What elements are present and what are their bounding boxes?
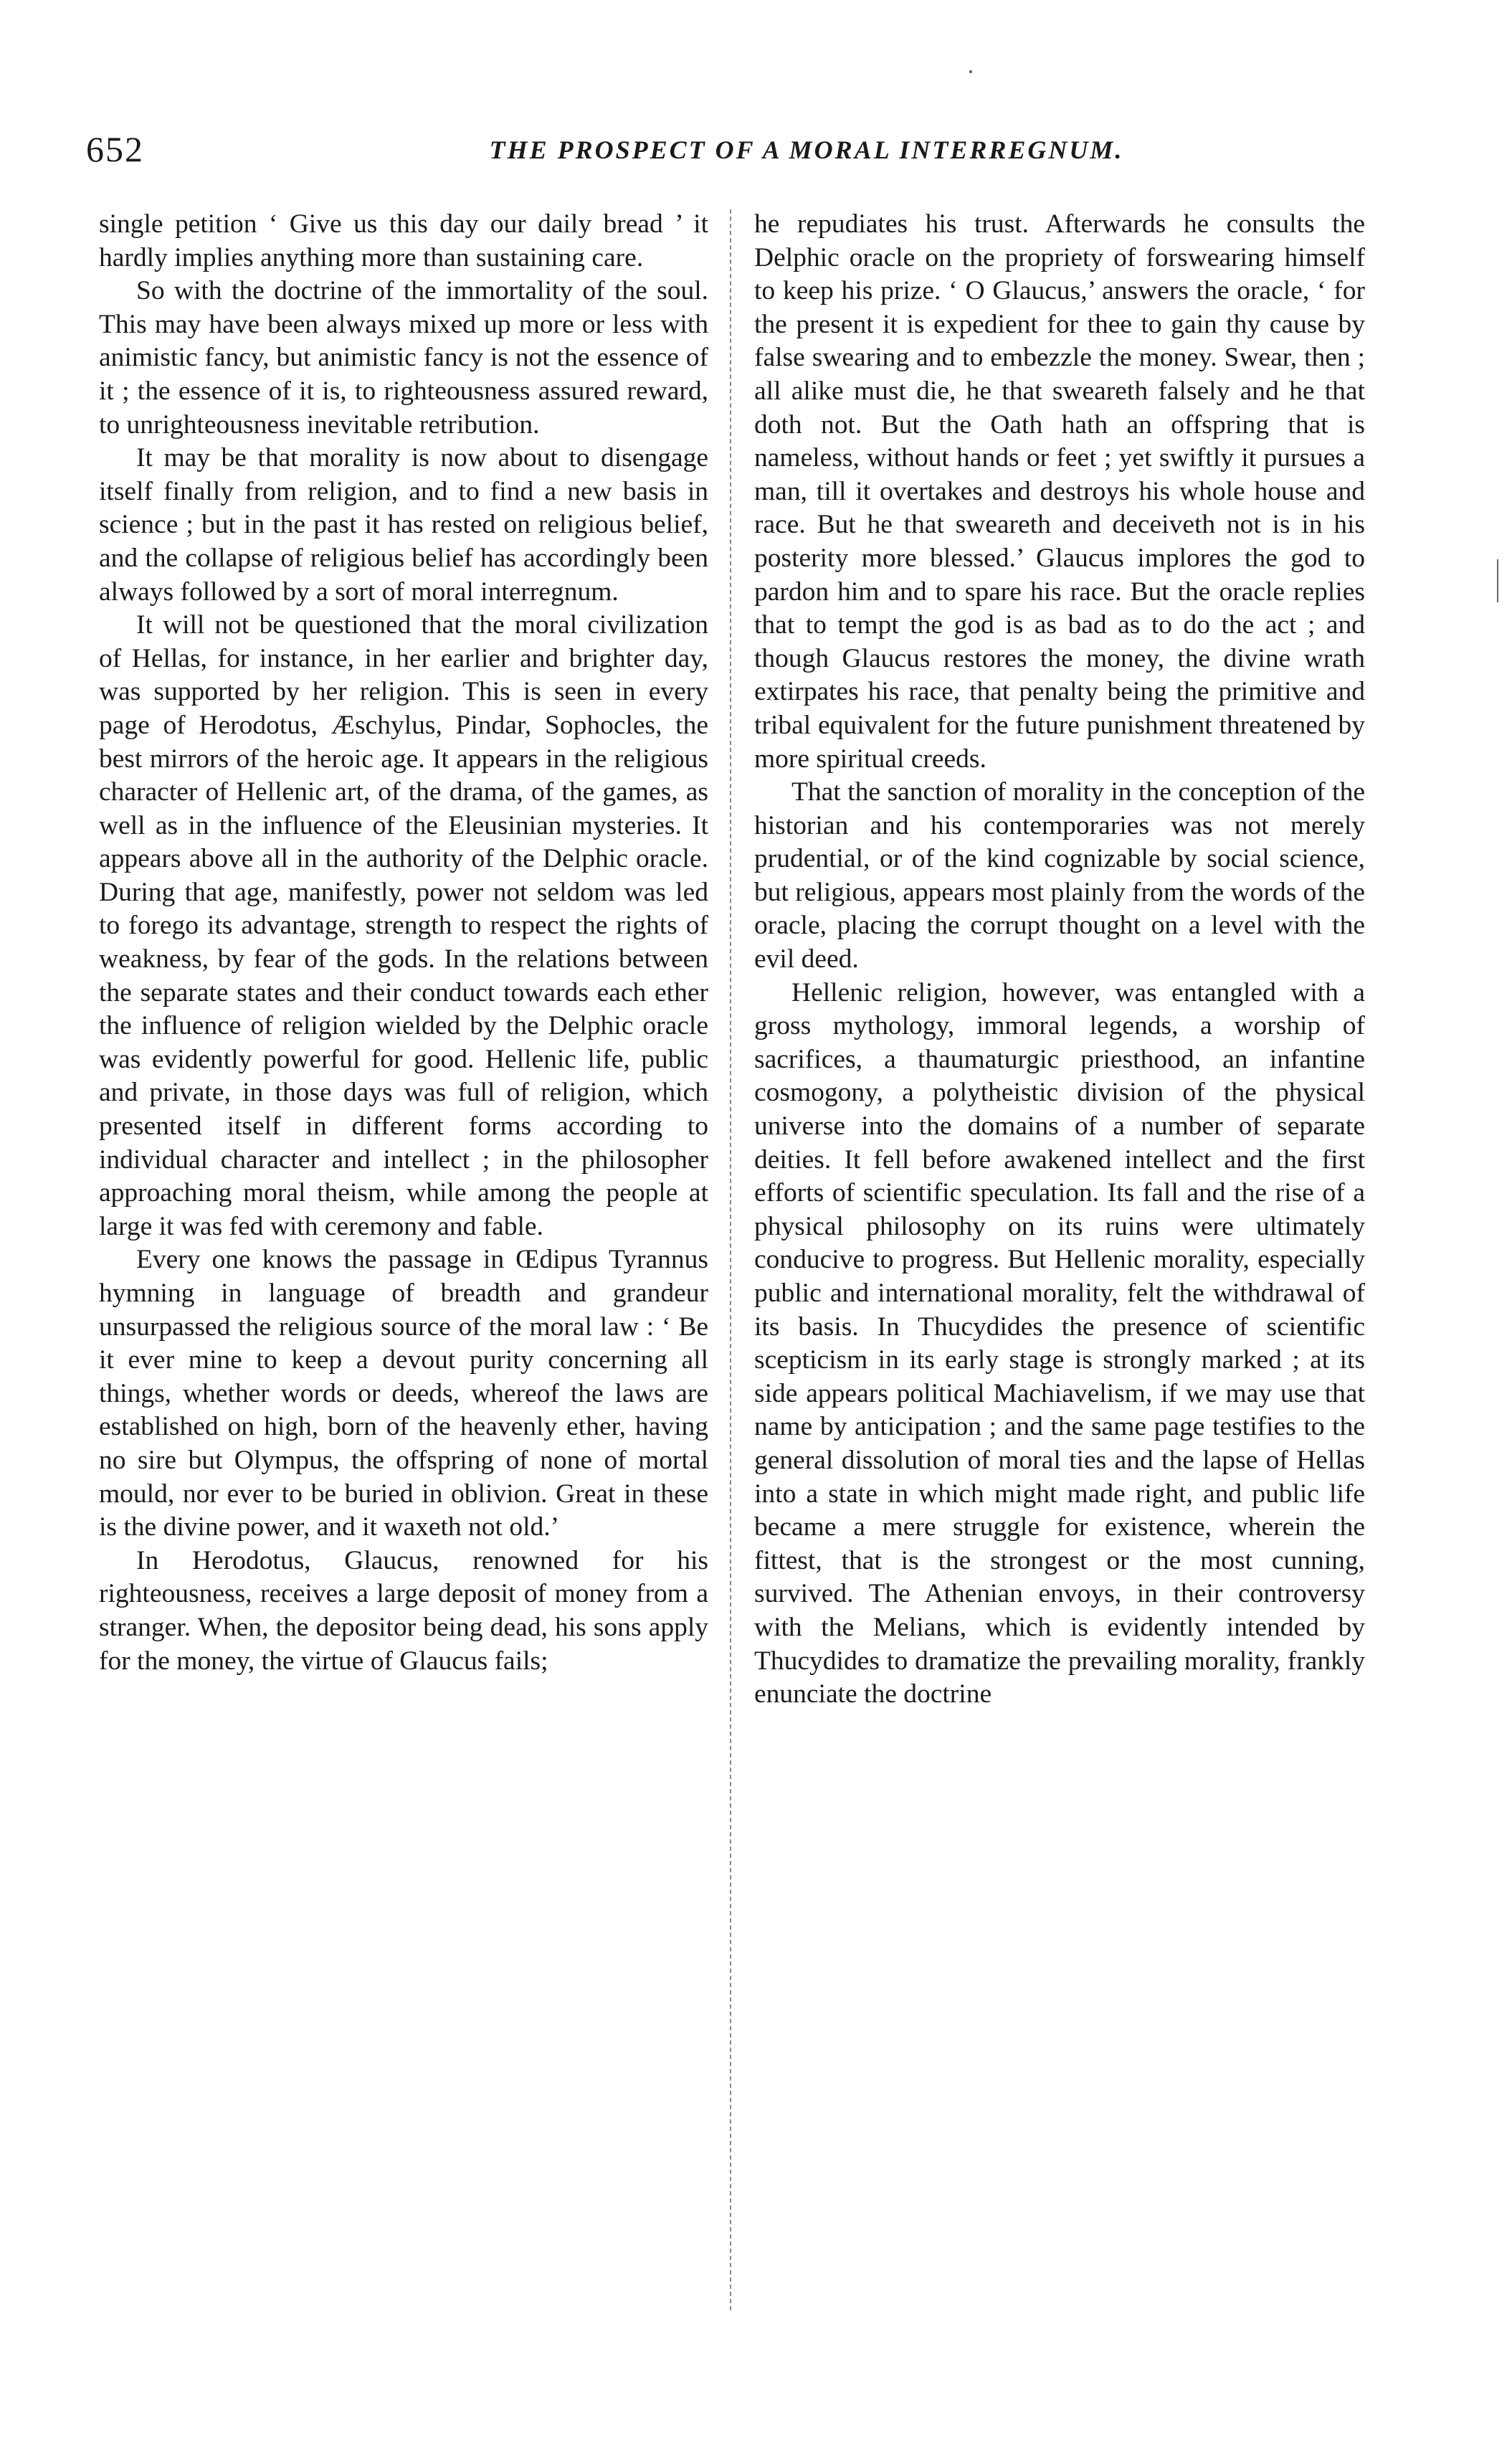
stray-ink-dot [969, 70, 972, 73]
paragraph: That the sanction of morality in the conception of the historian and his contemporaries was not merely prudential, or of the kind cognizable by social science, but religious, appears most plainly from the words of the oracle, placing the corrupt thought on a level with the evil deed. [754, 777, 1365, 974]
column-divider [730, 209, 731, 2310]
paragraph: Hellenic religion, however, was entangled with a gross mythology, immoral legends, a worship of sacrifices, a thaumaturgic priesthood, an infantine cosmogony, a polytheistic division of the physical universe into the domains of a number of separate deities. It fell before awakened intellect and the first efforts of scientific speculation. Its fall and the rise of a physical philosophy on its ruins were ultimately conducive to progress. But Hellenic morality, especially public and international morality, felt the withdrawal of its basis. In Thucydides the presence of scientific scepticism in its early stage is strongly marked ; at its side appears political Machiavelism, if we may use that name by anticipation ; and the same page testifies to the general dissolution of moral ties and the lapse of Hellas into a state in which might made right, and public life became a mere struggle for existence, wherein the fittest, that is the strongest or the most cunning, survived. The Athenian envoys, in their controversy with the Melians, which is evidently intended by Thucydides to dramatize the prevailing morality, frankly enunciate the doctrine [754, 977, 1365, 1709]
page-number: 652 [86, 129, 144, 169]
paragraph: It will not be questioned that the moral civilization of Hellas, for instance, in her earlier and brighter day, was supported by her religion. This is seen in every page of Herodotus, Æschylus, Pindar, Sophocles, the best mirrors of the heroic age. It appears in the religious character of Hellenic art, of the drama, of the games, as well as in the influence of the Eleusinian mysteries. It appears above all in the authority of the Delphic oracle. During that age, manifestly, power not seldom was led to forego its advantage, strength to respect the rights of weakness, by fear of the gods. In the relations between the separate states and their conduct towards each ether the influence of religion wielded by the Delphic oracle was evidently powerful for good. Hellenic life, public and private, in those days was full of religion, which presented itself in different forms according to individual character and intellect ; in the philosopher approaching moral theism, while among the people at large it was fed with ceremony and fable. [99, 610, 708, 1241]
page-header [86, 128, 1377, 185]
paragraph: he repudiates his trust. Afterwards he consults the Delphic oracle on the propriety of forswearing himself to keep his prize. ‘ O Glaucus,’ answers the oracle, ‘ for the present it is expedient for thee to gain thy cause by false swearing and to embezzle the money. Swear, then ; all alike must die, he that sweareth falsely and he that doth not. But the Oath hath an offspring that is nameless, without hands or feet ; yet swiftly it pursues a man, till it overtakes and destroys his whole house and race. But he that sweareth and deceiveth not is in his posterity more blessed.’ Glaucus implores the god to pardon him and to spare his race. But the oracle replies that to tempt the god is as bad as to do the act ; and though Glaucus restores the money, the divine wrath extirpates his race, that penalty being the primitive and tribal equivalent for the future punishment threatened by more spiritual creeds. [754, 209, 1365, 774]
running-title: THE PROSPECT OF A MORAL INTERREGNUM. [489, 136, 1124, 164]
paragraph: Every one knows the passage in Œdipus Tyrannus hymning in language of breadth and grandeur unsurpassed the religious source of the moral law : ‘ Be it ever mine to keep a devout purity concerning all things, whether words or deeds, whereof the laws are established on high, born of the heavenly ether, having no sire but Olympus, the offspring of none of mortal mould, nor ever to be buried in oblivion. Great in these is the divine power, and it waxeth not old.’ [99, 1245, 708, 1542]
left-column [99, 208, 708, 1678]
paragraph: So with the doctrine of the immortality of the soul. This may have been always mixed up more or less with animistic fancy, but animistic fancy is not the essence of it ; the essence of it is, to righteousness assured reward, to unrighteousness inevitable retribution. [99, 276, 708, 440]
right-column [754, 208, 1365, 1712]
paragraph: It may be that morality is now about to disengage itself finally from religion, and to find a new basis in science ; but in the past it has rested on religious belief, and the collapse of religious belief has accordingly been always followed by a sort of moral interregnum. [99, 443, 708, 607]
margin-ink-mark [1497, 559, 1498, 602]
paragraph: In Herodotus, Glaucus, renowned for his righteousness, receives a large deposit of money from a stranger. When, the depositor being dead, his sons apply for the money, the virtue of Glaucus fails; [99, 1545, 708, 1676]
paragraph: single petition ‘ Give us this day our daily bread ’ it hardly implies anything more than sustaining care. [99, 209, 708, 272]
